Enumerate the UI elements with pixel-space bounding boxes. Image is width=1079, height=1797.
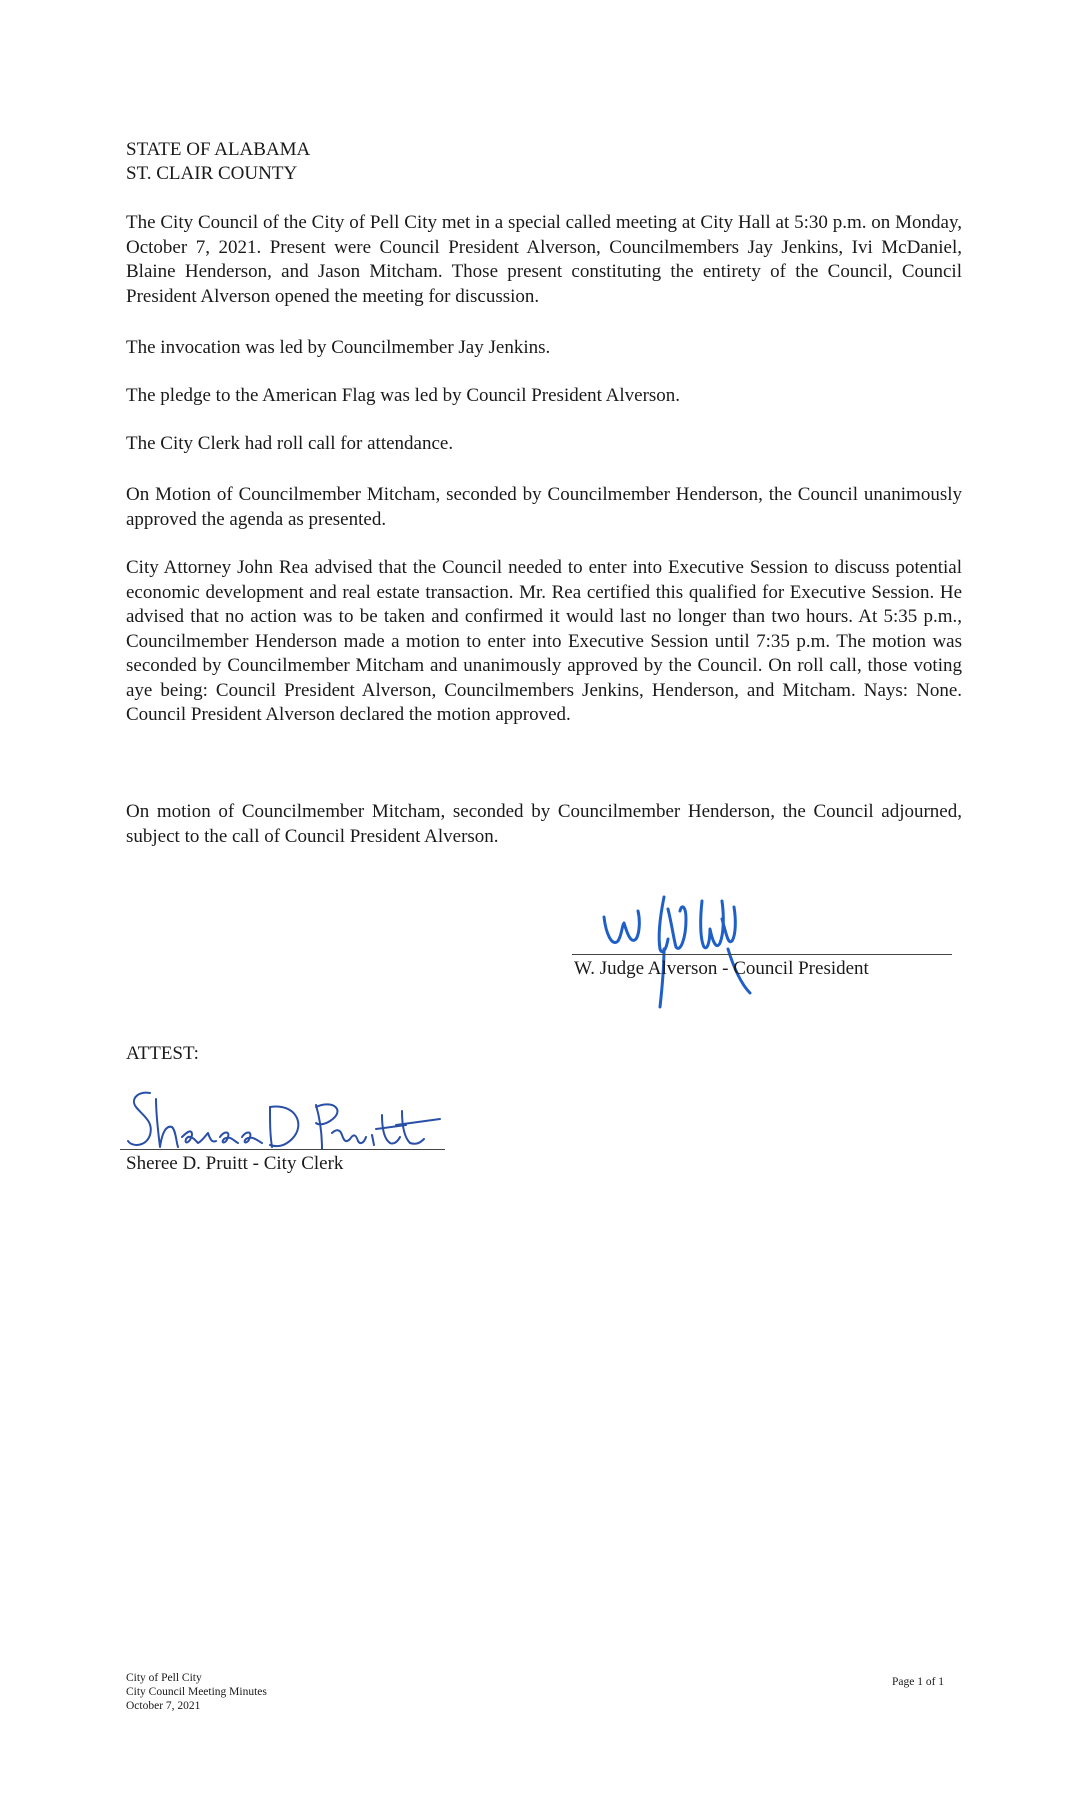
footer-left [126, 1671, 267, 1713]
footer-date: October 7, 2021 [126, 1700, 201, 1712]
president-signature-line [572, 954, 952, 955]
agenda-paragraph: On Motion of Councilmember Mitcham, seconded by Councilmember Henderson, the Council unanimously approved the agenda as presented. [126, 484, 962, 530]
roll-call-paragraph: The City Clerk had roll call for attendance. [126, 433, 454, 454]
attest-label: ATTEST: [126, 1043, 199, 1064]
president-signature-image [602, 889, 782, 1009]
president-caption: W. Judge Alverson - Council President [574, 958, 869, 979]
president-signature-block [572, 889, 952, 1009]
clerk-signature-block [120, 1085, 450, 1185]
clerk-signature-line [120, 1149, 445, 1150]
footer-document-type: City Council Meeting Minutes [126, 1686, 267, 1698]
clerk-caption: Sheree D. Pruitt - City Clerk [126, 1153, 344, 1174]
adjourn-paragraph: On motion of Councilmember Mitcham, seconded by Councilmember Henderson, the Council adjourned, subject to the call of Council President Alverson. [126, 801, 962, 847]
pledge-paragraph: The pledge to the American Flag was led by Council President Alverson. [126, 385, 681, 406]
footer-city: City of Pell City [126, 1672, 202, 1684]
invocation-paragraph: The invocation was led by Councilmember Jay Jenkins. [126, 337, 551, 358]
document-heading [126, 138, 310, 186]
intro-paragraph: The City Council of the City of Pell City met in a special called meeting at City Hall at 5:30 p.m. on Monday, October 7, 2021. Present were Council President Alverson, Councilmembers Jay Jenkins, Ivi McDaniel, Blaine Henderson, and Jason Mitcham. Those present constituting the entirety of the Council, Council President Alverson opened the meeting for discussion. [126, 212, 962, 307]
state-line: STATE OF ALABAMA [126, 139, 311, 160]
county-line: ST. CLAIR COUNTY [126, 163, 298, 184]
page-number: Page 1 of 1 [892, 1676, 945, 1688]
executive-session-paragraph: City Attorney John Rea advised that the Council needed to enter into Executive Session to discuss potential economic development and real estate transaction. Mr. Rea certified this qualified for Executive Session. He advised that no action was to be taken and confirmed it would last no longer than two hours. At 5:35 p.m., Councilmember Henderson made a motion to enter into Executive Session until 7:35 p.m. The motion was seconded by Councilmember Mitcham and unanimously approved by the Council. On roll call, those voting aye being: Council President Alverson, Councilmembers Jenkins, Henderson, and Mitcham. Nays: None. Council President Alverson declared the motion approved. [126, 557, 962, 725]
